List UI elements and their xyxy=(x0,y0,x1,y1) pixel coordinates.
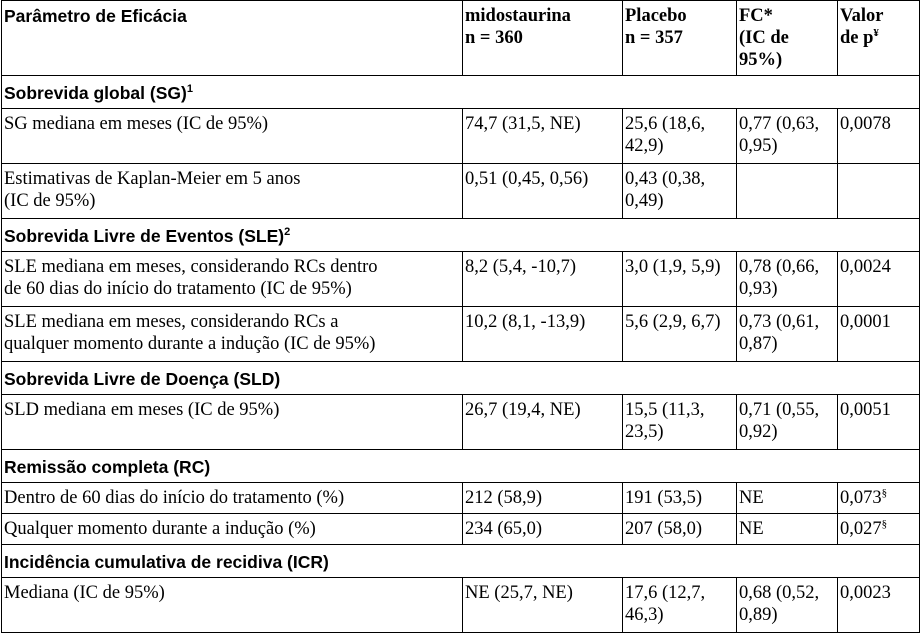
section-rc-label: Remissão completa (RC) xyxy=(4,457,211,477)
row-fc-value-cont: 0,92) xyxy=(739,422,778,442)
row-midostaurina-value: 0,51 (0,45, 0,56) xyxy=(465,169,589,189)
row-midostaurina-value: 212 (58,9) xyxy=(465,488,543,508)
row-placebo xyxy=(623,252,737,307)
header-param-label: Parâmetro de Eficácia xyxy=(4,6,187,26)
section-sle-footnote: 2 xyxy=(284,226,291,238)
header-p-value xyxy=(838,1,920,76)
row-midostaurina-value: 8,2 (5,4, -10,7) xyxy=(465,257,576,277)
row-p-value: 0,0024 xyxy=(840,257,891,277)
row-placebo xyxy=(623,578,737,633)
row-param-text: Estimativas de Kaplan-Meier em 5 anos xyxy=(4,169,301,189)
row-placebo-value: 191 (53,5) xyxy=(625,488,703,508)
table-row xyxy=(2,307,920,362)
row-placebo-value: 25,6 (18,6, xyxy=(625,114,706,134)
row-placebo-value: 17,6 (12,7, xyxy=(625,583,706,603)
row-p-value: 0,0001 xyxy=(840,312,891,332)
row-p-value: 0,027 xyxy=(840,519,882,539)
row-param xyxy=(2,395,463,450)
header-row xyxy=(2,1,920,76)
row-fc xyxy=(737,109,838,164)
row-fc-value: NE xyxy=(739,519,764,539)
row-p-footnote: § xyxy=(881,518,888,530)
row-param-text-cont: de 60 dias do início do tratamento (IC de 95%) xyxy=(4,279,352,299)
row-midostaurina xyxy=(463,483,623,514)
section-sld-label: Sobrevida Livre de Doença (SLD) xyxy=(4,369,281,389)
row-placebo xyxy=(623,109,737,164)
row-fc xyxy=(737,252,838,307)
section-title-sg xyxy=(2,76,920,109)
row-fc-value: NE xyxy=(739,488,764,508)
table-row xyxy=(2,164,920,219)
section-title-sld xyxy=(2,362,920,395)
row-placebo-value: 5,6 (2,9, 6,7) xyxy=(625,312,721,332)
row-fc-value: 0,77 (0,63, xyxy=(739,114,820,134)
section-title-icr xyxy=(2,545,920,578)
header-p-footnote: ¥ xyxy=(873,27,879,39)
row-midostaurina-value: 10,2 (8,1, -13,9) xyxy=(465,312,586,332)
row-param-text: Dentro de 60 dias do início do tratamento (%) xyxy=(4,488,345,508)
header-fc-name: FC* xyxy=(739,6,773,26)
row-p xyxy=(838,483,920,514)
row-param xyxy=(2,307,463,362)
table-row xyxy=(2,578,920,633)
row-midostaurina xyxy=(463,164,623,219)
row-placebo-value-cont: 42,9) xyxy=(625,136,664,156)
header-placebo xyxy=(623,1,737,76)
row-midostaurina xyxy=(463,578,623,633)
row-p-value: 0,0051 xyxy=(840,400,891,420)
row-midostaurina xyxy=(463,395,623,450)
header-placebo-name: Placebo xyxy=(625,6,687,26)
row-param-text: Mediana (IC de 95%) xyxy=(4,583,165,603)
section-row-rc xyxy=(2,450,920,483)
header-midostaurina-n: n = 360 xyxy=(465,28,523,48)
row-p-footnote: § xyxy=(881,487,888,499)
row-p xyxy=(838,514,920,545)
row-midostaurina-value: 74,7 (31,5, NE) xyxy=(465,114,581,134)
table-row xyxy=(2,395,920,450)
row-param-text-cont: (IC de 95%) xyxy=(4,191,96,211)
row-p xyxy=(838,252,920,307)
row-param-text: SLE mediana em meses, considerando RCs a xyxy=(4,312,339,332)
section-sle-label: Sobrevida Livre de Eventos (SLE) xyxy=(4,226,285,246)
header-fc-pct: 95%) xyxy=(739,50,783,70)
row-fc-value-cont: 0,89) xyxy=(739,605,778,625)
section-row-sle xyxy=(2,219,920,252)
row-fc xyxy=(737,395,838,450)
row-midostaurina xyxy=(463,514,623,545)
row-midostaurina-value: 234 (65,0) xyxy=(465,519,543,539)
row-placebo-value: 15,5 (11,3, xyxy=(625,400,705,420)
row-param-text: SLD mediana em meses (IC de 95%) xyxy=(4,400,280,420)
row-placebo xyxy=(623,514,737,545)
header-p-word: Valor xyxy=(840,6,884,26)
row-param xyxy=(2,109,463,164)
header-placebo-n: n = 357 xyxy=(625,28,683,48)
row-placebo xyxy=(623,307,737,362)
table-row xyxy=(2,483,920,514)
row-param-text: SG mediana em meses (IC de 95%) xyxy=(4,114,269,134)
row-p-value: 0,0078 xyxy=(840,114,891,134)
header-fc xyxy=(737,1,838,76)
row-fc-value: 0,71 (0,55, xyxy=(739,400,820,420)
header-midostaurina-name: midostaurina xyxy=(465,6,571,26)
section-icr-label: Incidência cumulativa de recidiva (ICR) xyxy=(4,552,329,572)
row-placebo-value-cont: 0,49) xyxy=(625,191,664,211)
header-param xyxy=(2,1,463,76)
row-midostaurina-value: NE (25,7, NE) xyxy=(465,583,573,603)
row-fc xyxy=(737,578,838,633)
row-fc-value: 0,78 (0,66, xyxy=(739,257,820,277)
row-p xyxy=(838,395,920,450)
row-param xyxy=(2,483,463,514)
row-param-text: SLE mediana em meses, considerando RCs dentro xyxy=(4,257,378,277)
row-placebo xyxy=(623,164,737,219)
section-row-sld xyxy=(2,362,920,395)
section-title-rc xyxy=(2,450,920,483)
row-param xyxy=(2,164,463,219)
row-placebo xyxy=(623,483,737,514)
header-p-label: de p xyxy=(840,28,874,48)
row-placebo-value-cont: 46,3) xyxy=(625,605,664,625)
row-fc xyxy=(737,164,838,219)
row-p-value: 0,073 xyxy=(840,488,882,508)
section-row-sg xyxy=(2,76,920,109)
row-midostaurina xyxy=(463,109,623,164)
section-row-icr xyxy=(2,545,920,578)
row-fc xyxy=(737,483,838,514)
row-param xyxy=(2,578,463,633)
row-placebo-value: 0,43 (0,38, xyxy=(625,169,706,189)
row-placebo-value: 207 (58,0) xyxy=(625,519,703,539)
row-midostaurina-value: 26,7 (19,4, NE) xyxy=(465,400,581,420)
efficacy-table xyxy=(1,0,920,633)
table-row xyxy=(2,514,920,545)
row-fc xyxy=(737,514,838,545)
row-param xyxy=(2,252,463,307)
row-fc-value: 0,73 (0,61, xyxy=(739,312,820,332)
table-row xyxy=(2,109,920,164)
row-p xyxy=(838,164,920,219)
row-fc-value: 0,68 (0,52, xyxy=(739,583,820,603)
row-param xyxy=(2,514,463,545)
row-p xyxy=(838,578,920,633)
row-p xyxy=(838,307,920,362)
section-sg-footnote: 1 xyxy=(186,83,193,95)
row-fc-value-cont: 0,87) xyxy=(739,334,778,354)
row-fc xyxy=(737,307,838,362)
row-p xyxy=(838,109,920,164)
section-title-sle xyxy=(2,219,920,252)
row-placebo-value-cont: 23,5) xyxy=(625,422,664,442)
row-midostaurina xyxy=(463,307,623,362)
row-fc-value-cont: 0,95) xyxy=(739,136,778,156)
row-p-value: 0,0023 xyxy=(840,583,891,603)
table-row xyxy=(2,252,920,307)
row-placebo xyxy=(623,395,737,450)
row-fc-value-cont: 0,93) xyxy=(739,279,778,299)
row-midostaurina xyxy=(463,252,623,307)
row-placebo-value: 3,0 (1,9, 5,9) xyxy=(625,257,721,277)
header-fc-ic: (IC de xyxy=(739,28,789,48)
row-param-text-cont: qualquer momento durante a indução (IC de 95%) xyxy=(4,334,376,354)
section-sg-label: Sobrevida global (SG) xyxy=(4,83,187,103)
row-param-text: Qualquer momento durante a indução (%) xyxy=(4,519,316,539)
header-midostaurina xyxy=(463,1,623,76)
